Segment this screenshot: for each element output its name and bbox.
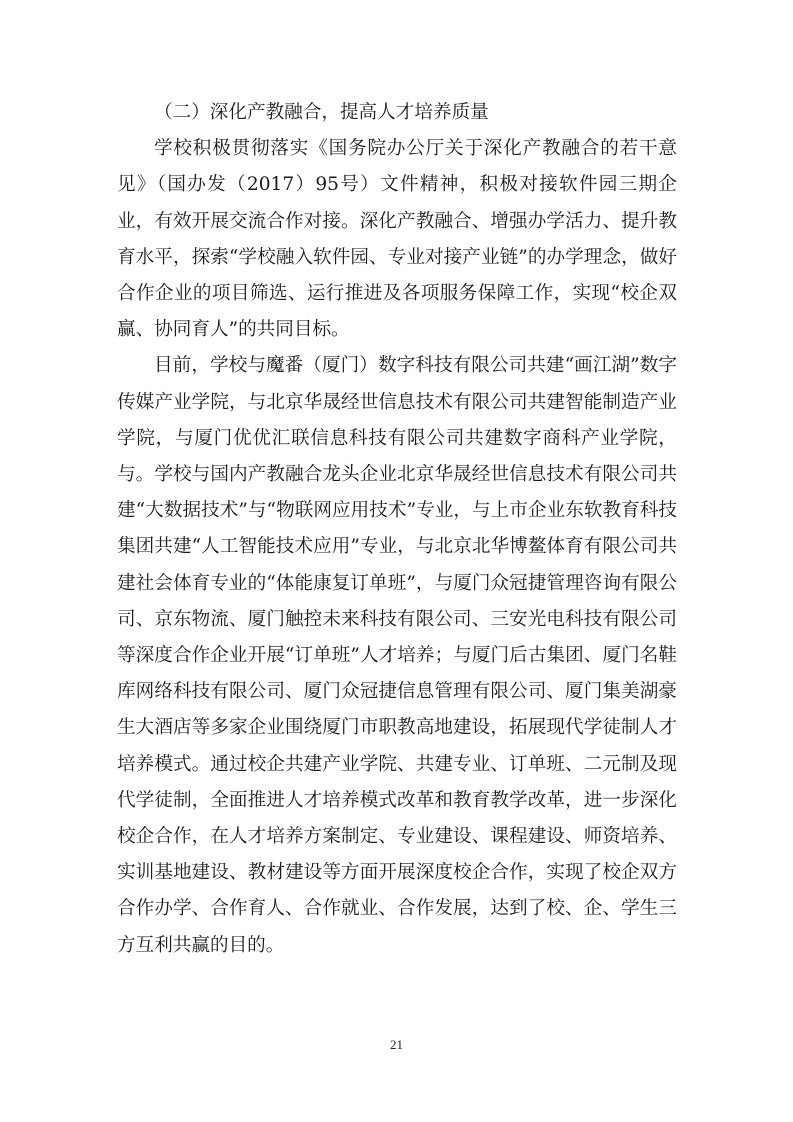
body-text (117, 95, 677, 964)
section-heading: （二）深化产教融合，提高人才培养质量 (154, 102, 489, 123)
page-number: 21 (390, 1037, 403, 1052)
paragraph-partnerships: 目前，学校与魔番（厦门）数字科技有限公司共建“画江湖”数字传媒产业学院，与北京华晟经世信息技术有限公司共建智能制造产业学院，与厦门优优汇联信息科技有限公司共建数字商科产业学院，与。学校与国内产教融合龙头企业北京华晟经世信息技术有限公司共建“大数据技术”与“物联网应用技术”专业，与上市企业东软教育科技集团共建“人工智能技术应用”专业，与北京北华博鳌体育有限公司共建社会体育专业的“体能康复订单班”，与厦门众冠捷管理咨询有限公司、京东物流、厦门触控未来科技有限公司、三安光电科技有限公司等深度合作企业开展“订单班”人才培养；与厦门后古集团、厦门名鞋库网络科技有限公司、厦门众冠捷信息管理有限公司、厦门集美湖豪生大酒店等多家企业围绕厦门市职教高地建设，拓展现代学徒制人才培养模式。通过校企共建产业学院、共建专业、订单班、二元制及现代学徒制，全面推进人才培养模式改革和教育教学改革，进一步深化校企合作，在人才培养方案制定、专业建设、课程建设、师资培养、实训基地建设、教材建设等方面开展深度校企合作，实现了校企双方合作办学、合作育人、合作就业、合作发展，达到了校、企、学生三方互利共赢的目的。 (117, 355, 677, 956)
paragraph-integration-policy: 学校积极贯彻落实《国务院办公厅关于深化产教融合的若干意见》（国办发（2017）95号）文件精神，积极对接软件园三期企业，有效开展交流合作对接。深化产教融合、增强办学活力、提升教育水平，探索“学校融入软件园、专业对接产业链”的办学理念，做好合作企业的项目筛选、运行推进及各项服务保障工作，实现“校企双赢、协同育人”的共同目标。 (117, 138, 677, 341)
